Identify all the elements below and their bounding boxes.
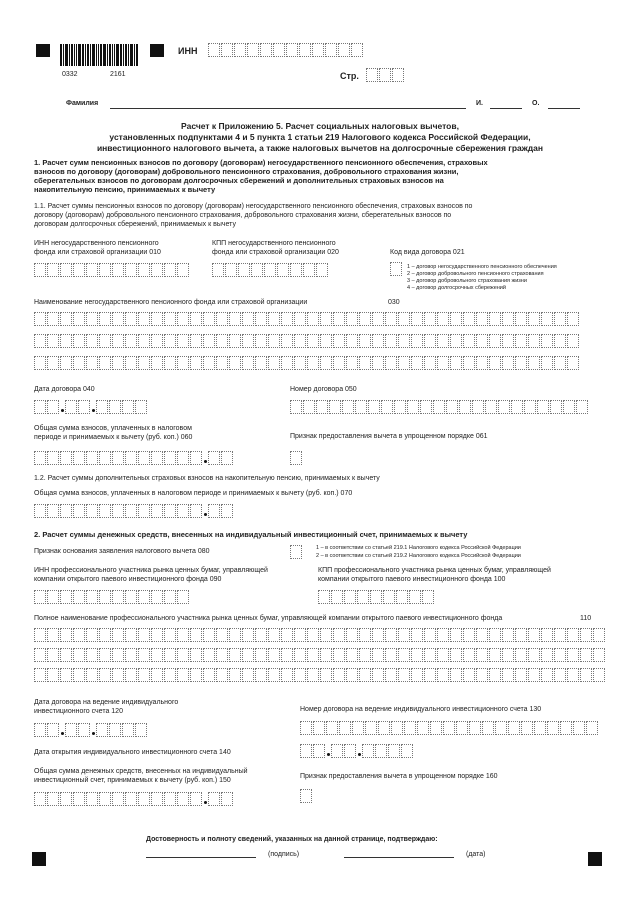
iis-contract-number-label: Номер договора на ведение индивидуального инвестиционного счета 130 [300, 706, 542, 713]
total-070-input[interactable] [34, 504, 234, 518]
initial-o-field[interactable] [548, 108, 580, 109]
initial-i-field[interactable] [490, 108, 522, 109]
iis-contract-number-input[interactable] [300, 721, 599, 735]
inn-fund-label-2: фонда или страховой организации 010 [34, 249, 161, 256]
basis-080-input[interactable] [290, 545, 303, 559]
corner-marker-top-left [36, 44, 50, 57]
subsection-1-2: 1.2. Расчет суммы дополнительных страховых взносов на накопительную пенсию, принимаемых к вычету [34, 475, 380, 482]
kpp-fund-label-2: фонда или страховой организации 020 [212, 249, 339, 256]
fund-name-label: Наименование негосударственного пенсионного фонда или страховой организации [34, 299, 308, 306]
total-060-label-2: периоде и принимаемых к вычету (руб. коп.) 060 [34, 434, 193, 441]
inn-label: ИНН [178, 46, 198, 56]
contract-kind-option-2: 2 – договор добровольного пенсионного страхования [407, 271, 544, 277]
iis-total-input[interactable] [34, 792, 234, 806]
page-input[interactable] [366, 68, 405, 82]
iis-total-label-1: Общая сумма денежных средств, внесенных на индивидуальный [34, 768, 248, 775]
inn-fund-input[interactable] [34, 263, 190, 277]
barcode-number-b: 2161 [110, 71, 126, 78]
subsection-1-1-l3: договорам долгосрочных сбережений, принимаемых к вычету [34, 221, 236, 228]
surname-field[interactable] [110, 108, 466, 109]
contract-kind-label: Код вида договора 021 [390, 249, 465, 256]
broker-name-row-1[interactable] [34, 628, 606, 642]
broker-name-row-3[interactable] [34, 668, 606, 682]
fund-name-row-1[interactable] [34, 312, 580, 326]
corner-marker-bottom-right [588, 852, 602, 866]
basis-option-1: 1 – в соответствии со статьей 219.1 Налогового кодекса Российской Федерации [316, 545, 521, 551]
iis-open-date-input[interactable] [300, 744, 414, 758]
iis-contract-date-input[interactable] [34, 723, 148, 737]
iis-contract-date-label-2: инвестиционного счета 120 [34, 708, 123, 715]
iis-contract-date-label-1: Дата договора на ведение индивидуального [34, 699, 179, 706]
inn-broker-label-2: компании открытого паевого инвестиционного фонда 090 [34, 576, 222, 583]
contract-number-label: Номер договора 050 [290, 386, 357, 393]
total-060-label-1: Общая сумма взносов, уплаченных в налоговом [34, 425, 192, 432]
section1-heading-3: сберегательных взносов по договорам долгосрочных сбережений и дополнительных страховых взносов на [34, 176, 444, 185]
broker-name-label: Полное наименование профессионального участника рынка ценных бумаг, управляющей компании открытого паевого инвестиционного фонда [34, 615, 503, 622]
subsection-1-1-l1: 1.1. Расчет суммы пенсионных взносов по договору (договорам) негосударственного пенсионного обеспечения, страховых взносов по [34, 203, 473, 210]
contract-kind-option-4: 4 – договор долгосрочных сбережений [407, 285, 506, 291]
title-line-3: инвестиционного налогового вычета, а также налоговых вычетов на долгосрочные сбережения граждан [96, 143, 544, 153]
inn-broker-input[interactable] [34, 590, 190, 604]
corner-marker-top-right [150, 44, 164, 57]
subsection-1-1-l2: договору (договорам) добровольного пенсионного страхования, добровольного страхования жизни, сберегательных взносов по [34, 212, 452, 219]
section2-heading: 2. Расчет суммы денежных средств, внесенных на индивидуальный инвестиционный счет, принимаемых к вычету [34, 530, 468, 539]
kpp-broker-input[interactable] [318, 590, 435, 604]
broker-name-row-2[interactable] [34, 648, 606, 662]
contract-kind-option-1: 1 – договор негосударственного пенсионного обеспечения [407, 264, 557, 270]
corner-marker-bottom-left [32, 852, 46, 866]
kpp-fund-label-1: КПП негосударственного пенсионного [212, 240, 336, 247]
fund-name-row-3[interactable] [34, 356, 580, 370]
simplified-061-input[interactable] [290, 451, 303, 465]
initial-o-label: О. [532, 100, 540, 107]
contract-kind-option-3: 3 – договор добровольного страхования жизни [407, 278, 527, 284]
title-line-1: Расчет к Приложению 5. Расчет социальных налоговых вычетов, [181, 121, 459, 131]
inn-broker-label-1: ИНН профессионального участника рынка ценных бумаг, управляющей [34, 567, 268, 574]
fund-name-code: 030 [388, 299, 400, 306]
date-caption: (дата) [466, 851, 486, 858]
total-060-input[interactable] [34, 451, 234, 465]
inn-fund-label-1: ИНН негосударственного пенсионного [34, 240, 159, 247]
iis-open-date-label: Дата открытия индивидуального инвестиционного счета 140 [34, 749, 231, 756]
simplified-160-label: Признак предоставления вычета в упрощенном порядке 160 [300, 773, 498, 780]
contract-date-input[interactable] [34, 400, 148, 414]
total-070-label: Общая сумма взносов, уплаченных в налоговом периоде и принимаемых к вычету (руб. коп.) 070 [34, 490, 353, 497]
section1-heading-2: взносов по договору (договорам) добровольного пенсионного страхования, добровольного страхования жизни, [34, 167, 459, 176]
kpp-fund-input[interactable] [212, 263, 329, 277]
broker-name-code: 110 [580, 615, 592, 622]
confirmation-text: Достоверность и полноту сведений, указанных на данной странице, подтверждаю: [146, 836, 438, 843]
barcode [60, 44, 139, 66]
initial-i-label: И. [476, 100, 483, 107]
date-field[interactable] [344, 857, 454, 858]
inn-input[interactable] [208, 43, 364, 57]
contract-number-input[interactable] [290, 400, 589, 414]
fund-name-row-2[interactable] [34, 334, 580, 348]
basis-080-label: Признак основания заявления налогового вычета 080 [34, 548, 210, 555]
section1-heading-4: накопительную пенсию, принимаемых к вычету [34, 185, 216, 194]
signature-field[interactable] [146, 857, 256, 858]
section1-heading-1: 1. Расчет сумм пенсионных взносов по договору (договорам) негосударственного пенсионного обеспечения, страховых [34, 158, 488, 167]
basis-option-2: 2 – в соответствии со статьей 219.2 Налогового кодекса Российской Федерации [316, 553, 521, 559]
page-label: Стр. [340, 71, 359, 81]
contract-date-label: Дата договора 040 [34, 386, 95, 393]
title-line-2: установленных подпунктами 4 и 5 пункта 1 статьи 219 Налогового кодекса Российской Федерации, [109, 132, 531, 142]
kpp-broker-label-2: компании открытого паевого инвестиционного фонда 100 [318, 576, 506, 583]
contract-kind-input[interactable] [390, 262, 403, 276]
simplified-160-input[interactable] [300, 789, 313, 803]
kpp-broker-label-1: КПП профессионального участника рынка ценных бумаг, управляющей [318, 567, 551, 574]
signature-caption: (подпись) [268, 851, 300, 858]
iis-total-label-2: инвестиционный счет, принимаемых к вычету (руб. коп.) 150 [34, 777, 231, 784]
simplified-061-label: Признак предоставления вычета в упрощенном порядке 061 [290, 433, 488, 440]
surname-label: Фамилия [66, 100, 99, 107]
barcode-number-a: 0332 [62, 71, 78, 78]
